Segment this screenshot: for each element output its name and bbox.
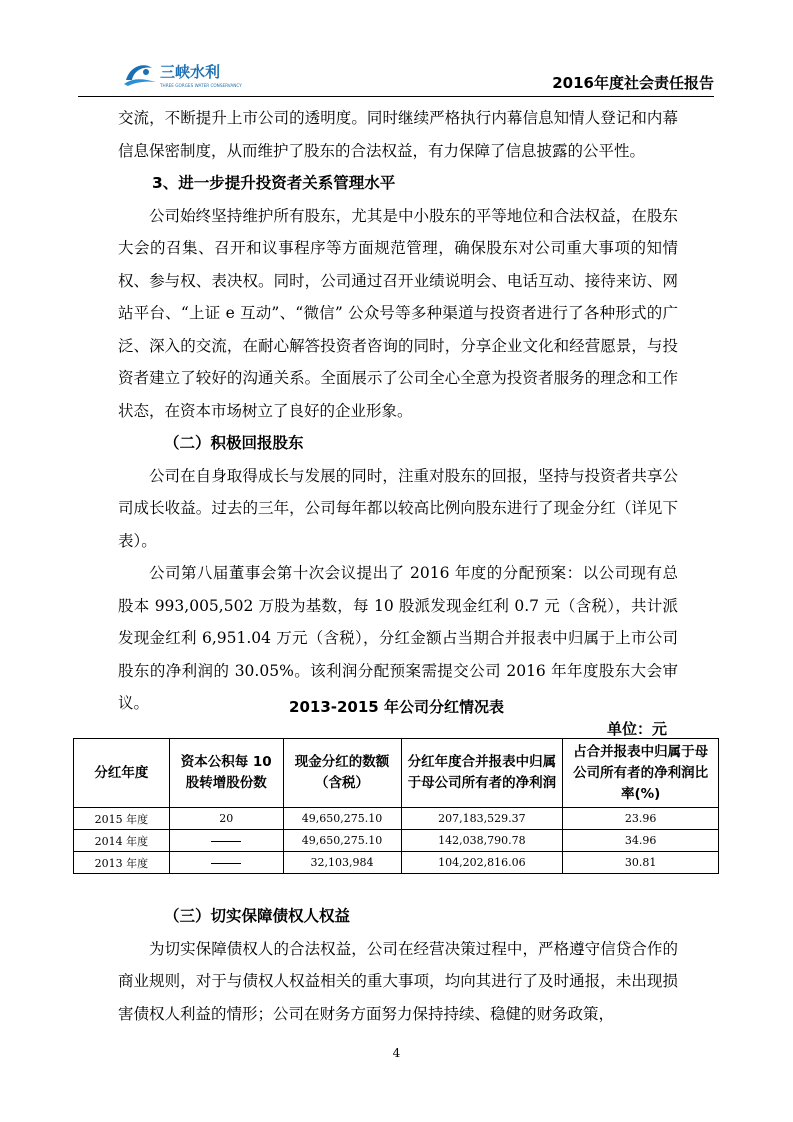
dash-mark bbox=[211, 841, 241, 842]
cell-ratio: 23.96 bbox=[563, 808, 719, 830]
logo-en-text: THREE GORGES WATER CONSERVANCY bbox=[160, 83, 242, 88]
header-divider bbox=[78, 96, 714, 97]
table-row bbox=[74, 808, 719, 830]
cell-profit: 104,202,816.06 bbox=[401, 852, 563, 874]
cell-ratio: 34.96 bbox=[563, 830, 719, 852]
wave-logo-icon bbox=[124, 65, 156, 86]
page-number: 4 bbox=[392, 1046, 401, 1060]
cell-year: 2014 年度 bbox=[74, 830, 170, 852]
company-logo bbox=[122, 56, 292, 90]
table-header-row bbox=[74, 739, 719, 808]
table-row bbox=[74, 830, 719, 852]
header-ratio: 占合并报表中归属于母公司所有者的净利润比率(%) bbox=[563, 739, 719, 808]
cell-shares bbox=[169, 830, 283, 852]
cell-cash: 49,650,275.10 bbox=[283, 830, 401, 852]
report-title: 2016年度社会责任报告 bbox=[552, 74, 714, 92]
cell-shares bbox=[169, 852, 283, 874]
cell-year: 2013 年度 bbox=[74, 852, 170, 874]
heading-investor-relations: 3、进一步提升投资者关系管理水平 bbox=[152, 174, 396, 192]
paragraph-disclosure: 交流，不断提升上市公司的透明度。同时继续严格执行内幕信息知情人登记和内幕信息保密制度，从而维护了股东的合法权益，有力保障了信息披露的公平性。 bbox=[118, 109, 678, 160]
creditor-section bbox=[118, 900, 678, 1030]
paragraph-creditor-rights: 为切实保障债权人的合法权益，公司在经营决策过程中，严格遵守信贷合作的商业规则，对于与债权人权益相关的重大事项，均向其进行了及时通报，未出现损害债权人利益的情形；公司在财务方面努力保持持续、稳健的财务政策， bbox=[118, 939, 678, 1023]
paragraph-investor-relations: 公司始终坚持维护所有股东，尤其是中小股东的平等地位和合法权益，在股东大会的召集、召开和议事程序等方面规范管理，确保股东对公司重大事项的知情权、参与权、表决权。同时，公司通过召开业绩说明会、电话互动、接待来访、网站平台、“上证 e 互动”、“微信” 公众号等多种渠道与投资者进行了各种形式的广泛、深入的交流，在耐心解答投资者咨询的同时，分享企业文化和经营愿景，与投资者建立了较好的沟通关系。全面展示了公司全心全意为投资者服务的理念和工作状态，在资本市场树立了良好的企业形象。 bbox=[118, 206, 678, 420]
table-title: 2013-2015 年公司分红情况表 bbox=[289, 698, 504, 716]
paragraph-shareholder-return: 公司在自身取得成长与发展的同时，注重对股东的回报，坚持与投资者共享公司成长收益。过去的三年，公司每年都以较高比例向股东进行了现金分红（详见下表）。 bbox=[118, 466, 678, 550]
table-unit: 单位：元 bbox=[606, 720, 667, 738]
heading-shareholder-return: （二）积极回报股东 bbox=[164, 434, 304, 452]
dash-mark bbox=[211, 863, 241, 864]
cell-profit: 142,038,790.78 bbox=[401, 830, 563, 852]
cell-cash: 49,650,275.10 bbox=[283, 808, 401, 830]
header-profit: 分红年度合并报表中归属于母公司所有者的净利润 bbox=[401, 739, 563, 808]
body-text-top bbox=[118, 102, 678, 720]
cell-shares: 20 bbox=[169, 808, 283, 830]
dividend-table bbox=[73, 738, 719, 874]
header-cash: 现金分红的数额（含税） bbox=[283, 739, 401, 808]
cell-profit: 207,183,529.37 bbox=[401, 808, 563, 830]
table-row bbox=[74, 852, 719, 874]
page-header bbox=[78, 46, 714, 96]
cell-year: 2015 年度 bbox=[74, 808, 170, 830]
paragraph-dividend-plan: 公司第八届董事会第十次会议提出了 2016 年度的分配预案：以公司现有总股本 993,005,502 万股为基数，每 10 股派发现金红利 0.7 元（含税），共计派发现金红利 6,951.04 万元（含税），分红金额占当期合并报表中归属于上市公司股东的净利润的 30.05%。该利润分配预案需提交公司 2016 年年度股东大会审议。 bbox=[118, 564, 678, 712]
cell-cash: 32,103,984 bbox=[283, 852, 401, 874]
heading-creditor-rights: （三）切实保障债权人权益 bbox=[164, 907, 351, 925]
header-year: 分红年度 bbox=[74, 739, 170, 808]
header-shares: 资本公积每 10 股转增股份数 bbox=[169, 739, 283, 808]
logo-cn-text: 三峡水利 bbox=[160, 63, 221, 81]
cell-ratio: 30.81 bbox=[563, 852, 719, 874]
